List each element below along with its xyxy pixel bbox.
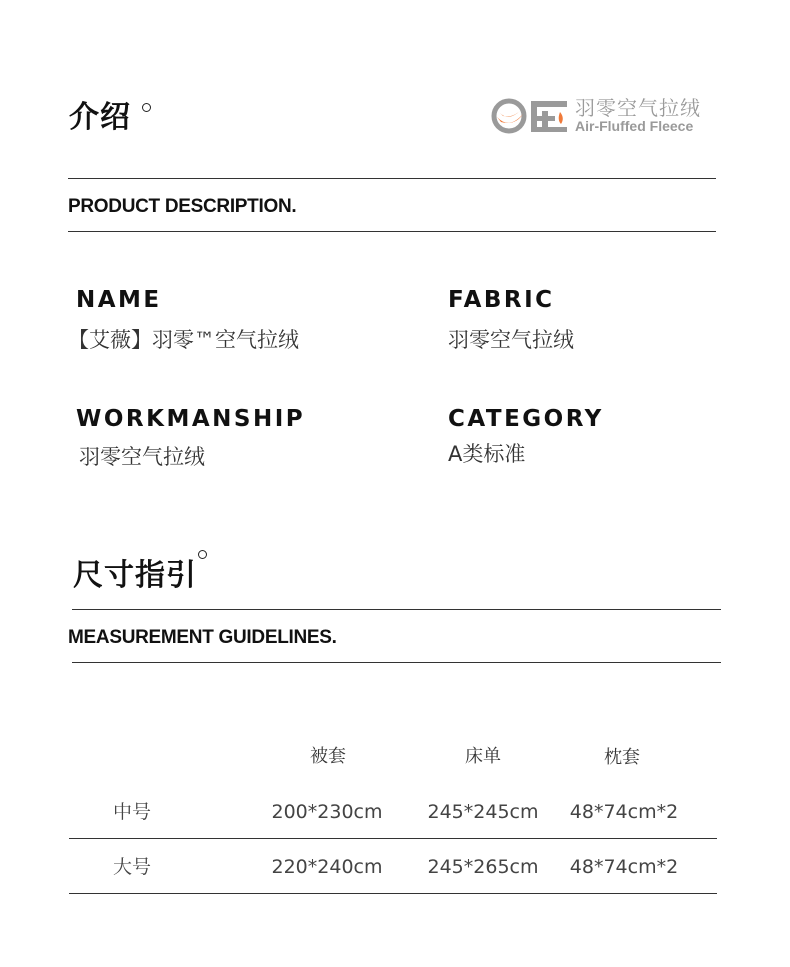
table-row-divider bbox=[69, 838, 717, 839]
table-cell: 48*74cm*2 bbox=[569, 856, 679, 878]
row-label: 大号 bbox=[112, 856, 151, 878]
table-bottom-divider bbox=[69, 893, 717, 894]
size-title: 尺寸指引 bbox=[73, 558, 197, 593]
table-header-duvet: 被套 bbox=[310, 746, 346, 767]
intro-title: 介绍 bbox=[69, 100, 131, 135]
table-header-pillowcase: 枕套 bbox=[604, 747, 640, 768]
size-subtitle: MEASUREMENT GUIDELINES. bbox=[68, 627, 337, 648]
logo-text-en: Air-Fluffed Fleece bbox=[575, 118, 694, 134]
table-cell: 48*74cm*2 bbox=[569, 801, 679, 823]
logo-text-cn: 羽零空气拉绒 bbox=[575, 96, 701, 120]
intro-subtitle: PRODUCT DESCRIPTION. bbox=[68, 196, 297, 217]
spec-category-label: CATEGORY bbox=[448, 406, 604, 432]
spec-workmanship-value: 羽零空气拉绒 bbox=[79, 445, 205, 469]
spec-fabric-label: FABRIC bbox=[448, 287, 555, 313]
table-cell: 220*240cm bbox=[271, 856, 383, 878]
spec-workmanship-label: WORKMANSHIP bbox=[76, 406, 306, 432]
table-header-sheet: 床单 bbox=[465, 746, 501, 767]
spec-name-value: 【艾薇】羽零™空气拉绒 bbox=[68, 328, 299, 352]
row-label: 中号 bbox=[112, 801, 151, 823]
spec-category-value: A类标准 bbox=[448, 442, 526, 466]
table-cell: 200*230cm bbox=[271, 801, 383, 823]
table-cell: 245*245cm bbox=[427, 801, 539, 823]
spec-name-label: NAME bbox=[76, 287, 162, 313]
spec-fabric-value: 羽零空气拉绒 bbox=[448, 328, 574, 352]
table-cell: 245*265cm bbox=[427, 856, 539, 878]
